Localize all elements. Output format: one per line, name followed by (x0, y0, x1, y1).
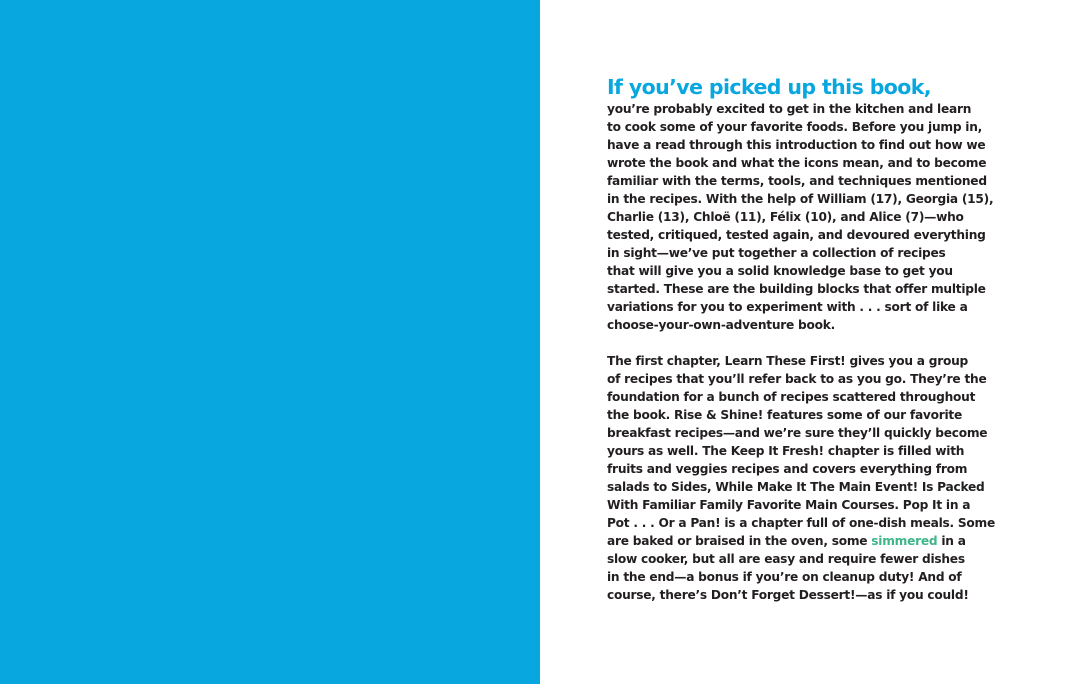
text-line: The first chapter, Learn These First! gives you a group (607, 354, 969, 368)
text-line: breakfast recipes—and we’re sure they’ll quickly become (607, 426, 988, 440)
text-line: in the recipes. With the help of William (17), Georgia (15), (607, 192, 994, 206)
text-line: started. These are the building blocks that offer multiple (607, 282, 986, 296)
text-segment: in a (937, 534, 966, 548)
text-segment: are baked or braised in the oven, some (607, 534, 872, 548)
text-line: variations for you to experiment with . . . sort of like a (607, 300, 968, 314)
intro-text-block (607, 74, 996, 604)
text-line: course, there’s Don’t Forget Dessert!—as if you could! (607, 588, 969, 602)
text-line: the book. Rise & Shine! features some of our favorite (607, 408, 963, 422)
text-line: familiar with the terms, tools, and techniques mentioned (607, 174, 987, 188)
intro-paragraph-2 (607, 352, 996, 604)
text-line: Charlie (13), Chloë (11), Félix (10), and Alice (7)—who (607, 210, 964, 224)
text-line: in sight—we’ve put together a collection of recipes (607, 246, 946, 260)
text-line: wrote the book and what the icons mean, and to become (607, 156, 987, 170)
right-page (540, 0, 1080, 684)
text-line: have a read through this introduction to find out how we (607, 138, 986, 152)
text-line: foundation for a bunch of recipes scattered throughout (607, 390, 976, 404)
text-line: you’re probably excited to get in the kitchen and learn (607, 102, 972, 116)
text-line: fruits and veggies recipes and covers everything from (607, 462, 968, 476)
paragraph-spacer (607, 334, 957, 352)
text-line: yours as well. The Keep It Fresh! chapter is filled with (607, 444, 965, 458)
text-line: to cook some of your favorite foods. Before you jump in, (607, 120, 983, 134)
text-line: With Familiar Family Favorite Main Courses. Pop It in a (607, 498, 971, 512)
text-line: of recipes that you’ll refer back to as you go. They’re the (607, 372, 987, 386)
intro-paragraph-1 (607, 100, 994, 334)
glossary-term-simmered[interactable]: simmered (871, 534, 938, 548)
text-line: slow cooker, but all are easy and require fewer dishes (607, 552, 965, 566)
text-line: choose-your-own-adventure book. (607, 318, 835, 332)
text-line: salads to Sides, While Make It The Main Event! Is Packed (607, 480, 985, 494)
intro-heading: If you’ve picked up this book, (607, 75, 931, 99)
text-line: tested, critiqued, tested again, and devoured everything (607, 228, 986, 242)
text-line-with-glossary-term (607, 532, 966, 550)
text-line: in the end—a bonus if you’re on cleanup duty! And of (607, 570, 962, 584)
text-line: that will give you a solid knowledge base to get you (607, 264, 953, 278)
text-line: Pot . . . Or a Pan! is a chapter full of one-dish meals. Some (607, 516, 996, 530)
